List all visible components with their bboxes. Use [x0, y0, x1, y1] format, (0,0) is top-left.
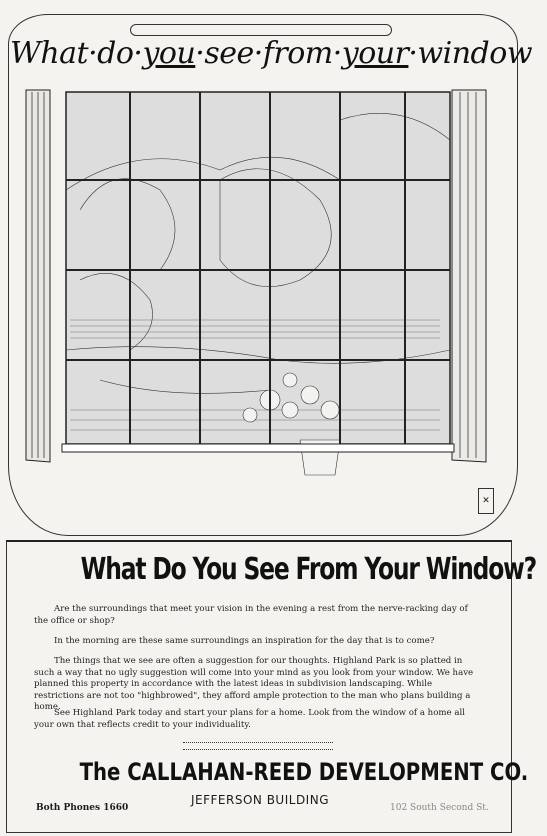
artist-monogram: ✕ — [478, 488, 494, 514]
paragraph — [34, 636, 484, 648]
headline-part: your — [341, 36, 409, 71]
illustration-headline — [10, 36, 532, 71]
window-illustration — [20, 80, 510, 520]
paragraph-text: See Highland Park today and start your plans for a home. Look from the window of a home all your own that reflects credit to your individuality. — [34, 708, 465, 730]
paragraph — [34, 656, 484, 714]
paragraph-text: Are the surroundings that meet your vision in the evening a rest from the nerve-racking day of the office or shop? — [34, 604, 468, 626]
headline-part: ·window — [408, 36, 532, 71]
ad-heading: What Do You See From Your Window? — [80, 552, 537, 587]
ornamental-divider — [183, 742, 333, 750]
headline-part: What·do· — [10, 36, 143, 71]
paragraph-text: The things that we see are often a suggestion for our thoughts. Highland Park is so platted in such a way that no ugly suggestion will come into your mind as you look from your window. We have planned this property in accordance with the latest ideas in subdivision landscaping. While restrictions are not too "highbrowed", they afford ample protection to the man who plans building a home. — [34, 656, 474, 712]
paragraph-text: In the morning are these same surroundings an inspiration for the day that is to come? — [54, 636, 435, 646]
paragraph — [34, 604, 484, 627]
phone-numbers: Both Phones 1660 — [36, 803, 129, 813]
building-name: JEFFERSON BUILDING — [191, 793, 329, 807]
headline-part: you — [142, 36, 196, 71]
paragraph — [34, 708, 484, 731]
headline-part: ·see·from· — [195, 36, 342, 71]
title-ornament — [130, 24, 392, 36]
street-address: 102 South Second St. — [390, 803, 489, 813]
company-name: The CALLAHAN-REED DEVELOPMENT CO. — [79, 758, 529, 786]
